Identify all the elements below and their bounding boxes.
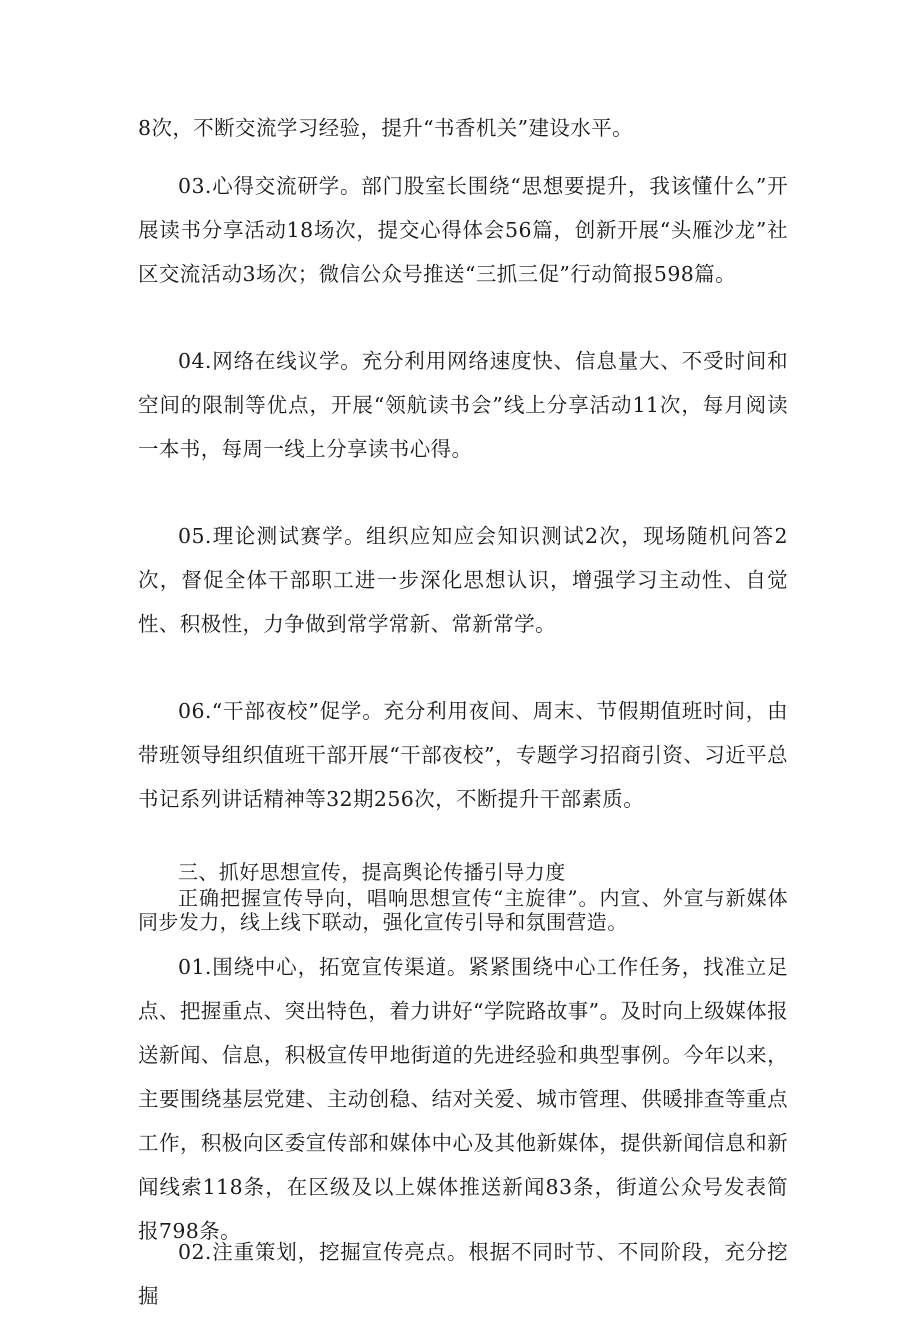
paragraph-item-02: 02.注重策划，挖掘宣传亮点。根据不同时节、不同阶段，充分挖掘 [138, 1240, 788, 1308]
paragraph-item-05: 05.理论测试赛学。组织应知应会知识测试2次，现场随机问答2次，督促全体干部职工进一步深化思想认识，增强学习主动性、自觉性、积极性，力争做到常学常新、常新常学。 [138, 524, 788, 636]
paragraph-item-03: 03.心得交流研学。部门股室长围绕“思想要提升，我该懂什么”开展读书分享活动18场次，提交心得体会56篇，创新开展“头雁沙龙”社区交流活动3场次；微信公众号推送“三抓三促”行动简报598篇。 [138, 174, 788, 286]
section-intro: 正确把握宣传导向，唱响思想宣传“主旋律”。内宣、外宣与新媒体同步发力，线上线下联动，强化宣传引导和氛围营造。 [138, 886, 788, 934]
paragraph-item-04: 04.网络在线议学。充分利用网络速度快、信息量大、不受时间和空间的限制等优点，开展“领航读书会”线上分享活动11次，每月阅读一本书，每周一线上分享读书心得。 [138, 349, 788, 461]
paragraph-item-06: 06.“干部夜校”促学。充分利用夜间、周末、节假期值班时间，由带班领导组织值班干部开展“干部夜校”，专题学习招商引资、习近平总书记系列讲话精神等32期256次，不断提升干部素质。 [138, 699, 788, 811]
paragraph-item-01: 01.围绕中心，拓宽宣传渠道。紧紧围绕中心工作任务，找准立足点、把握重点、突出特色，着力讲好“学院路故事”。及时向上级媒体报送新闻、信息，积极宣传甲地街道的先进经验和典型事例。今年以来，主要围绕基层党建、主动创稳、结对关爱、城市管理、供暖排查等重点工作，积极向区委宣传部和媒体中心及其他新媒体，提供新闻信息和新闻线索118条，在区级及以上媒体推送新闻83条，街道公众号发表简报798条。 [138, 955, 788, 1243]
section-heading: 三、抓好思想宣传，提高舆论传播引导力度 [178, 860, 566, 884]
paragraph-continuation: 8次，不断交流学习经验，提升“书香机关”建设水平。 [138, 116, 634, 140]
